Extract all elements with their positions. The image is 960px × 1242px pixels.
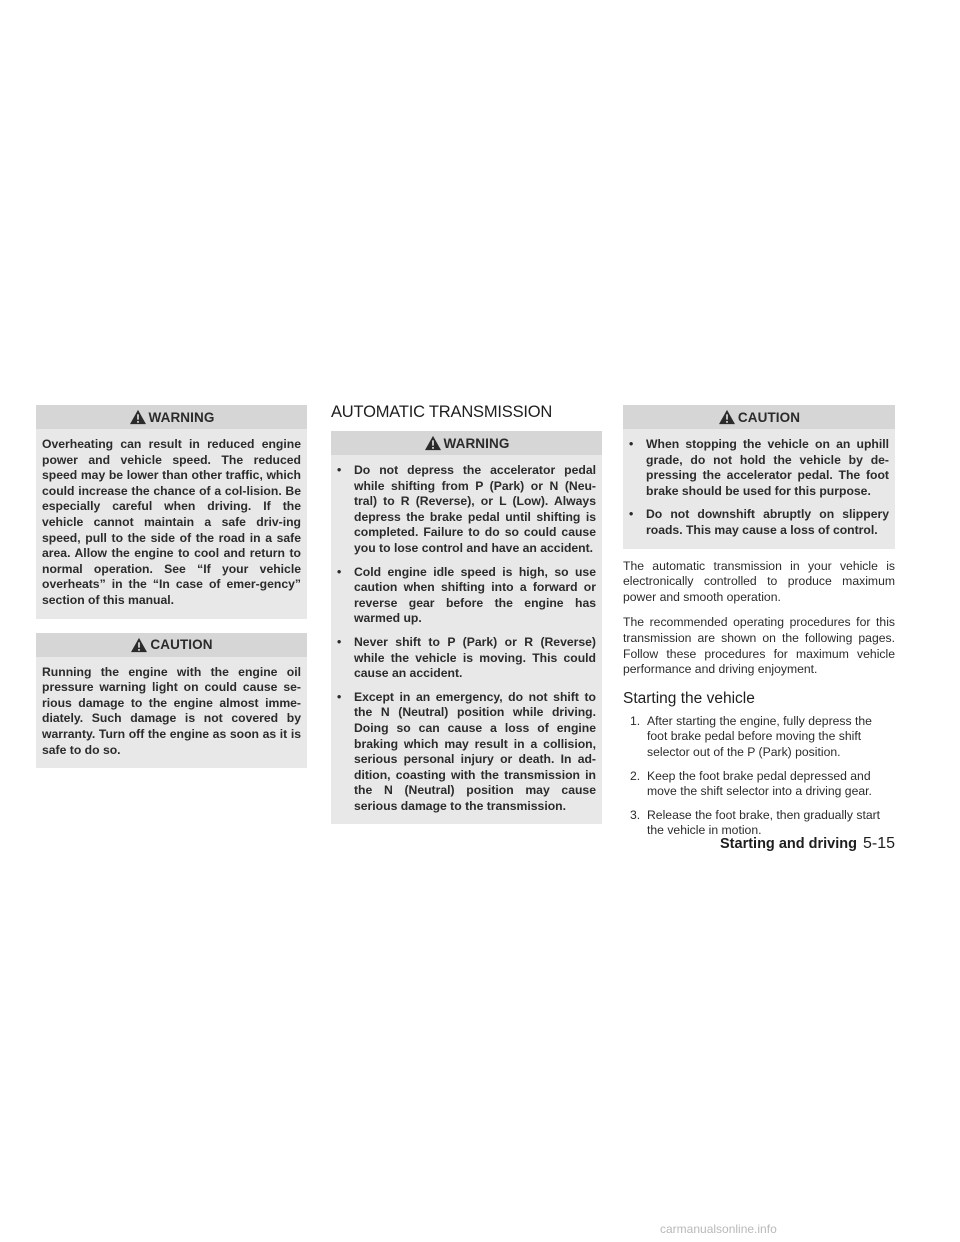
caution-header [623, 405, 895, 429]
body-paragraph: The recommended operating procedures for this transmission are shown on the following pages. Follow these procedures for maximum vehicle performance and driving enjoyment. [623, 615, 895, 677]
warning-triangle-icon [129, 409, 147, 425]
caution-title: CAUTION [737, 409, 801, 425]
list-item: • Except in an emergency, do not shift to the N (Neutral) position while driving. Doing so can cause a loss of engine braking which may result in a collision, serious personal injury or death. In ad-dition, coasting with the transmission in the N (Neutral) position may cause serious damage to the transmission. [337, 689, 596, 813]
step-item: 1. After starting the engine, fully depress the foot brake pedal before moving the shift selector out of the P (Park) position. [630, 713, 872, 759]
warning-triangle-icon [718, 409, 736, 425]
step-item: 2. Keep the foot brake pedal depressed and move the shift selector into a driving gear. [630, 768, 872, 799]
column-right [623, 405, 895, 847]
warning-text: Overheating can result in reduced engine power and vehicle speed. The reduced speed may be lower than other traffic, which could increase the chance of a col-lision. Be especially careful when driving. If the vehicle cannot maintain a safe driv-ing speed, pull to the side of the road in a safe area. Allow the engine to cool and return to normal operation. See “If your vehicle overheats” in the “In case of emer-gency” section of this manual. [42, 437, 301, 607]
list-item: • Do not depress the accelerator pedal while shifting from P (Park) or N (Neu-tral) to R (Reverse), or L (Low). Always depress the brake pedal until shifting is completed. Failure to do so could cause you to lose control and have an accident. [337, 463, 596, 555]
caution-list [629, 437, 889, 539]
list-item: • When stopping the vehicle on an uphill grade, do not hold the vehicle by de-pressing the accelerator pedal. The foot brake should be used for this purpose. [629, 437, 889, 498]
column-middle [331, 403, 602, 824]
warning-box-overheating [36, 405, 307, 619]
list-item: • Do not downshift abruptly on slippery roads. This may cause a loss of control. [629, 507, 889, 537]
warning-title: WARNING [443, 435, 510, 451]
footer-section-name: Starting and driving [720, 836, 857, 852]
list-item: • Cold engine idle speed is high, so use caution when shifting into a forward or reverse gear before the engine has warmed up. [337, 564, 596, 626]
steps-list [623, 714, 895, 839]
warning-triangle-icon [130, 637, 148, 653]
caution-text: Running the engine with the engine oil pressure warning light on could cause se-rious damage to the engine almost imme-diately. Such damage is not covered by warranty. Turn off the engine as soon as it is safe to do so. [42, 664, 301, 757]
caution-box-oil-pressure [36, 633, 307, 769]
caution-box-driving [623, 405, 895, 549]
warning-header [331, 431, 602, 455]
section-title: AUTOMATIC TRANSMISSION [331, 403, 553, 421]
warning-title: WARNING [148, 409, 215, 425]
warning-list [337, 463, 596, 814]
caution-title: CAUTION [150, 637, 213, 653]
page-number: 5-15 [862, 835, 895, 852]
warning-header [36, 405, 307, 429]
watermark: carmanualsonline.info [660, 1222, 777, 1236]
warning-triangle-icon [424, 435, 442, 451]
subsection-title: Starting the vehicle [623, 689, 755, 707]
step-item: 3. Release the foot brake, then gradually start the vehicle in motion. [630, 807, 881, 838]
warning-box-transmission [331, 431, 602, 824]
column-left [36, 405, 307, 768]
body-paragraph: The automatic transmission in your vehicle is electronically controlled to produce maximum power and smooth operation. [623, 558, 895, 604]
caution-header [36, 633, 307, 657]
page-footer [720, 835, 895, 853]
list-item: • Never shift to P (Park) or R (Reverse) while the vehicle is moving. This could cause an accident. [337, 634, 596, 681]
